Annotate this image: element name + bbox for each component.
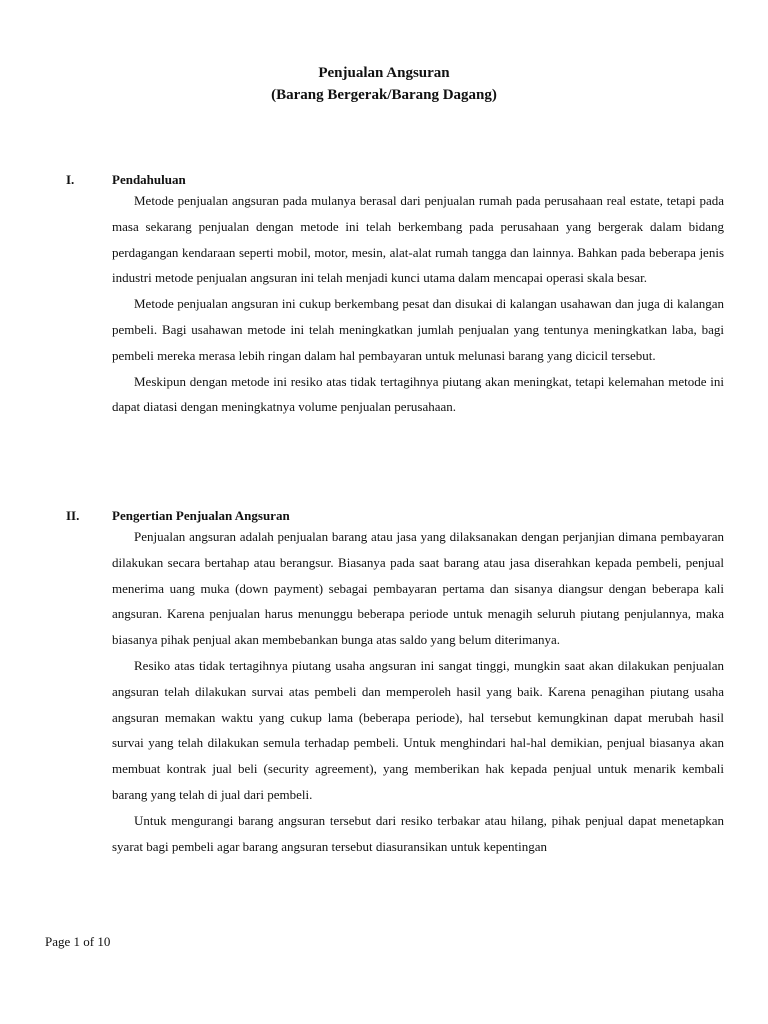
- section-number: II.: [66, 508, 80, 523]
- paragraph: Untuk mengurangi barang angsuran tersebut dari resiko terbakar atau hilang, pihak penjual dapat menetapkan syarat bagi pembeli agar barang angsuran tersebut diasuransikan untuk kepentingan: [112, 812, 724, 854]
- paragraph: Metode penjualan angsuran ini cukup berkembang pesat dan disukai di kalangan usahawan dan juga di kalangan pembeli. Bagi usahawan metode ini telah meningkatkan jumlah penjualan yang tentunya meningkatkan laba, bagi pembeli mereka merasa lebih ringan dalam hal pembayaran untuk melunasi barang yang dicicil tersebut.: [112, 296, 724, 363]
- paragraph: Meskipun dengan metode ini resiko atas tidak tertagihnya piutang akan meningkat, tetapi kelemahan metode ini dapat diatasi dengan meningkatnya volume penjualan perusahaan.: [112, 373, 724, 415]
- section-heading: Pendahuluan: [112, 172, 186, 187]
- section-body: [112, 524, 724, 859]
- section-heading: Pengertian Penjualan Angsuran: [112, 508, 290, 523]
- paragraph: Resiko atas tidak tertagihnya piutang usaha angsuran ini sangat tinggi, mungkin saat akan dilakukan penjualan angsuran telah dilakukan survai atas pembeli dan memperoleh hasil yang baik. Karena penagihan piutang usaha angsuran memakan waktu yang cukup lama (beberapa periode), hal tersebut kemungkinan dapat merubah hasil survai yang telah dilakukan semula terhadap pembeli. Untuk menghindari hal-hal demikian, penjual biasanya akan membuat kontrak jual beli (security agreement), yang memberikan hak kepada penjual untuk menarik kembali barang yang telah di jual dari pembeli.: [112, 657, 724, 802]
- paragraph: Metode penjualan angsuran pada mulanya berasal dari penjualan rumah pada perusahaan real estate, tetapi pada masa sekarang penjualan dengan metode ini telah berkembang pada perusahaan yang bergerak dalam bidang perdagangan kendaraan seperti mobil, motor, mesin, alat-alat rumah tangga dan lainnya. Bahkan pada beberapa jenis industri metode penjualan angsuran ini telah menjadi kunci utama dalam mencapai operasi skala besar.: [112, 193, 724, 286]
- document-title: [0, 62, 768, 106]
- section-body: [112, 188, 724, 420]
- title-line-1: Penjualan Angsuran: [318, 65, 450, 81]
- paragraph: Penjualan angsuran adalah penjualan barang atau jasa yang dilaksanakan dengan perjanjian dimana pembayaran dilakukan secara bertahap atau berangsur. Biasanya pada saat barang atau jasa diserahkan kepada pembeli, penjual menerima uang muka (down payment) sebagai pembayaran pertama dan sisanya diangsur dengan beberapa kali angsuran. Karena penjualan harus menunggu beberapa periode untuk menagih seluruh piutang penjulannya, maka biasanya pihak penjual akan membebankan bunga atas saldo yang belum diterimanya.: [112, 529, 724, 648]
- section-number: I.: [66, 172, 75, 187]
- page-number: Page 1 of 10: [45, 934, 111, 949]
- title-line-2: (Barang Bergerak/Barang Dagang): [271, 87, 497, 103]
